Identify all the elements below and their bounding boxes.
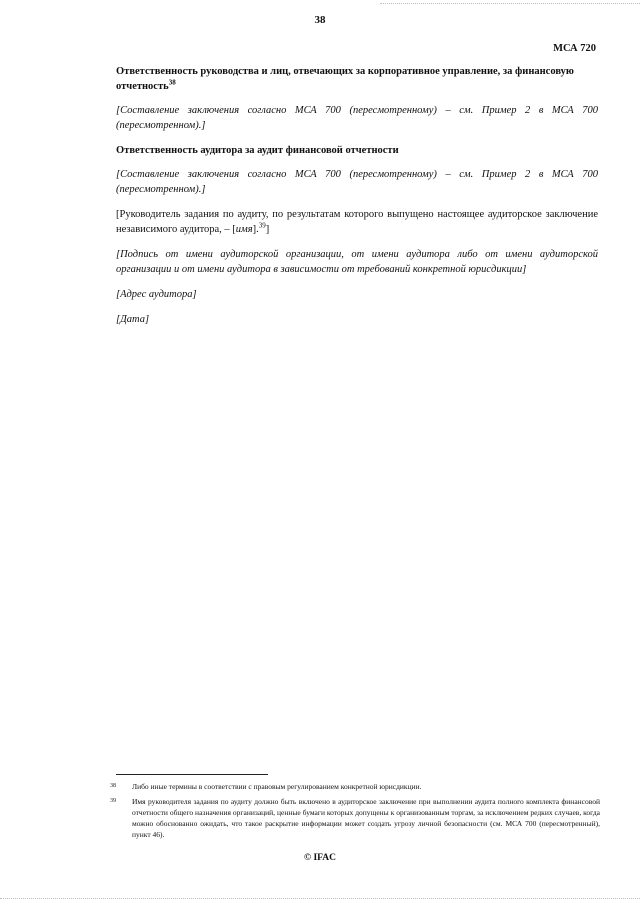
paragraph-isa700-reference-2: [Составление заключения согласно МСА 700 (пересмотренному) – см. Пример 2 в МСА 700 (пересмотренном).] (116, 169, 598, 195)
section-heading-auditor-responsibility: Ответственность аудитора за аудит финансовой отчетности (116, 145, 399, 156)
section-heading-management-responsibility (116, 64, 598, 94)
copyright-footer: © IFAC (304, 853, 336, 863)
footnote-item (110, 781, 600, 792)
footnote-text: Либо иные термины в соответствии с правовым регулированием конкретной юрисдикции. (132, 782, 422, 791)
footnote-ref-38[interactable]: 38 (168, 78, 176, 87)
engagement-partner-text: [Руководитель задания по аудиту, по результатам которого выпущено настоящее аудиторское заключение независимого аудитора, – [ (116, 209, 598, 235)
name-placeholder: имя (235, 224, 253, 235)
footnote-divider (116, 774, 268, 775)
footnote-item (110, 796, 600, 840)
scan-edge-bottom (0, 898, 640, 899)
footnotes (110, 781, 600, 844)
bracket-close: ] (265, 224, 270, 235)
paragraph-signature: [Подпись от имени аудиторской организации, от имени аудитора либо от имени аудиторской организации и от имени аудитора в зависимости от требований конкретной юрисдикции] (116, 249, 598, 275)
scan-edge-top (380, 3, 640, 4)
footnote-number: 38 (110, 783, 116, 789)
footnote-text: Имя руководителя задания по аудиту должно быть включено в аудиторское заключение при выполнении аудита полного комплекта финансовой отчетности общего назначения организаций, ценные бумаги которых допущены к организованным торгам, за исключением редких случаев, когда можно обоснованно ожидать, что такое раскрытие информации может создать угрозу личной безопасности (см. МСА 700 (пересмотренный), пункт 46). (132, 797, 600, 839)
document-code: МСА 720 (553, 43, 596, 54)
paragraph-date: [Дата] (116, 314, 150, 325)
paragraph-auditor-address: [Адрес аудитора] (116, 289, 197, 300)
footnote-ref-39[interactable]: 39 (258, 221, 266, 230)
paragraph-isa700-reference-1: [Составление заключения согласно МСА 700 (пересмотренному) – см. Пример 2 в МСА 700 (пересмотренном).] (116, 105, 598, 131)
footnote-number: 39 (110, 798, 116, 804)
paragraph-engagement-partner (116, 207, 598, 237)
heading-text: Ответственность руководства и лиц, отвечающих за корпоративное управление, за финансовую отчетность (116, 66, 574, 92)
engagement-partner-end: ]. (252, 224, 259, 235)
main-content (116, 64, 598, 337)
page-number: 38 (314, 14, 326, 26)
